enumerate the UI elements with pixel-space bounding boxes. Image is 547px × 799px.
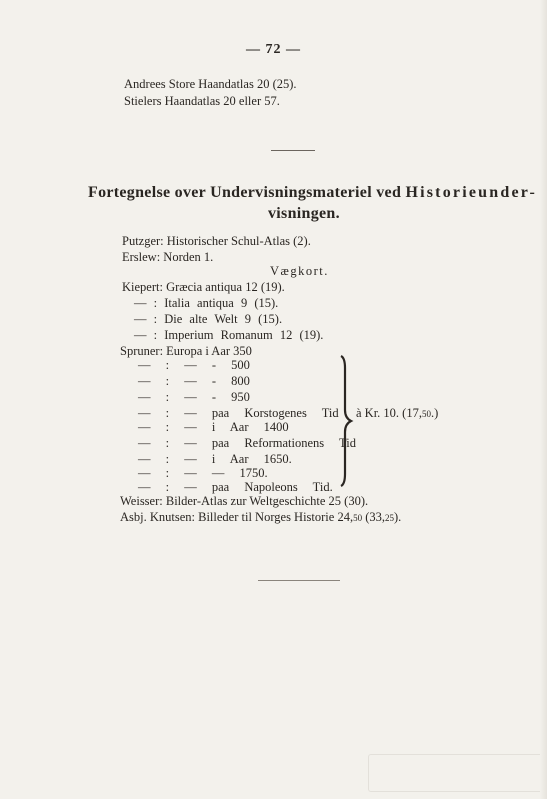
entry-kiepert-4: — : Imperium Romanum 12 (19). bbox=[134, 328, 324, 342]
section-heading-line2: visningen. bbox=[268, 205, 340, 222]
section-divider bbox=[271, 150, 315, 151]
entry-spruner-1: Spruner: Europa i Aar 350 bbox=[120, 344, 252, 358]
entry-spruner-10: — : — paa Napoleons Tid. bbox=[138, 480, 333, 494]
entry-spruner-7: — : — paa Reformationens Tid bbox=[138, 436, 356, 450]
entry-spruner-5: — : — paa Korstogenes Tid bbox=[138, 406, 339, 420]
atlas-line-andree: Andrees Store Haandatlas 20 (25). bbox=[124, 77, 297, 91]
entry-spruner-4: — : — - 950 bbox=[138, 390, 250, 404]
entry-kiepert-2: — : Italia antiqua 9 (15). bbox=[134, 296, 279, 310]
spruner-price bbox=[356, 406, 438, 422]
heading-spaced: Historieunder- bbox=[405, 184, 537, 201]
entry-kiepert-3: — : Die alte Welt 9 (15). bbox=[134, 312, 283, 326]
entry-weisser: Weisser: Bilder-Atlas zur Weltgeschichte 25 (30). bbox=[120, 494, 369, 508]
entry-spruner-3: — : — - 800 bbox=[138, 374, 250, 388]
heading-prefix: Fortegnelse over Undervisningsmateriel ved bbox=[88, 184, 406, 201]
entry-spruner-6: — : — i Aar 1400 bbox=[138, 420, 289, 434]
knutsen-end: ). bbox=[394, 510, 402, 524]
section-heading-line1 bbox=[88, 184, 537, 202]
entry-spruner-2: — : — - 500 bbox=[138, 358, 250, 372]
entry-erslew: Erslew: Norden 1. bbox=[122, 250, 214, 264]
knutsen-sub-2: 25 bbox=[385, 513, 395, 523]
spruner-price-end: .) bbox=[430, 406, 439, 420]
page-number: — 72 — bbox=[246, 42, 301, 57]
page-frame-corner bbox=[368, 754, 547, 792]
atlas-line-stieler: Stielers Haandatlas 20 eller 57. bbox=[124, 94, 280, 108]
spruner-price-text: à Kr. 10. (17, bbox=[356, 406, 422, 420]
page-edge bbox=[540, 0, 547, 799]
wall-maps-label: Vægkort. bbox=[270, 264, 329, 278]
entry-spruner-9: — : — — 1750. bbox=[138, 466, 268, 480]
entry-putzger: Putzger: Historischer Schul-Atlas (2). bbox=[122, 234, 311, 248]
knutsen-text: Asbj. Knutsen: Billeder til Norges Historie 24, bbox=[120, 510, 354, 524]
curly-brace-icon bbox=[335, 354, 355, 488]
entry-spruner-8: — : — i Aar 1650. bbox=[138, 452, 292, 466]
spruner-price-sub: 50 bbox=[421, 409, 431, 419]
knutsen-sub-1: 50 bbox=[353, 513, 363, 523]
entry-kiepert-1: Kiepert: Græcia antiqua 12 (19). bbox=[122, 280, 285, 294]
end-divider bbox=[258, 580, 340, 581]
knutsen-mid: (33, bbox=[362, 510, 386, 524]
entry-knutsen bbox=[120, 510, 401, 526]
